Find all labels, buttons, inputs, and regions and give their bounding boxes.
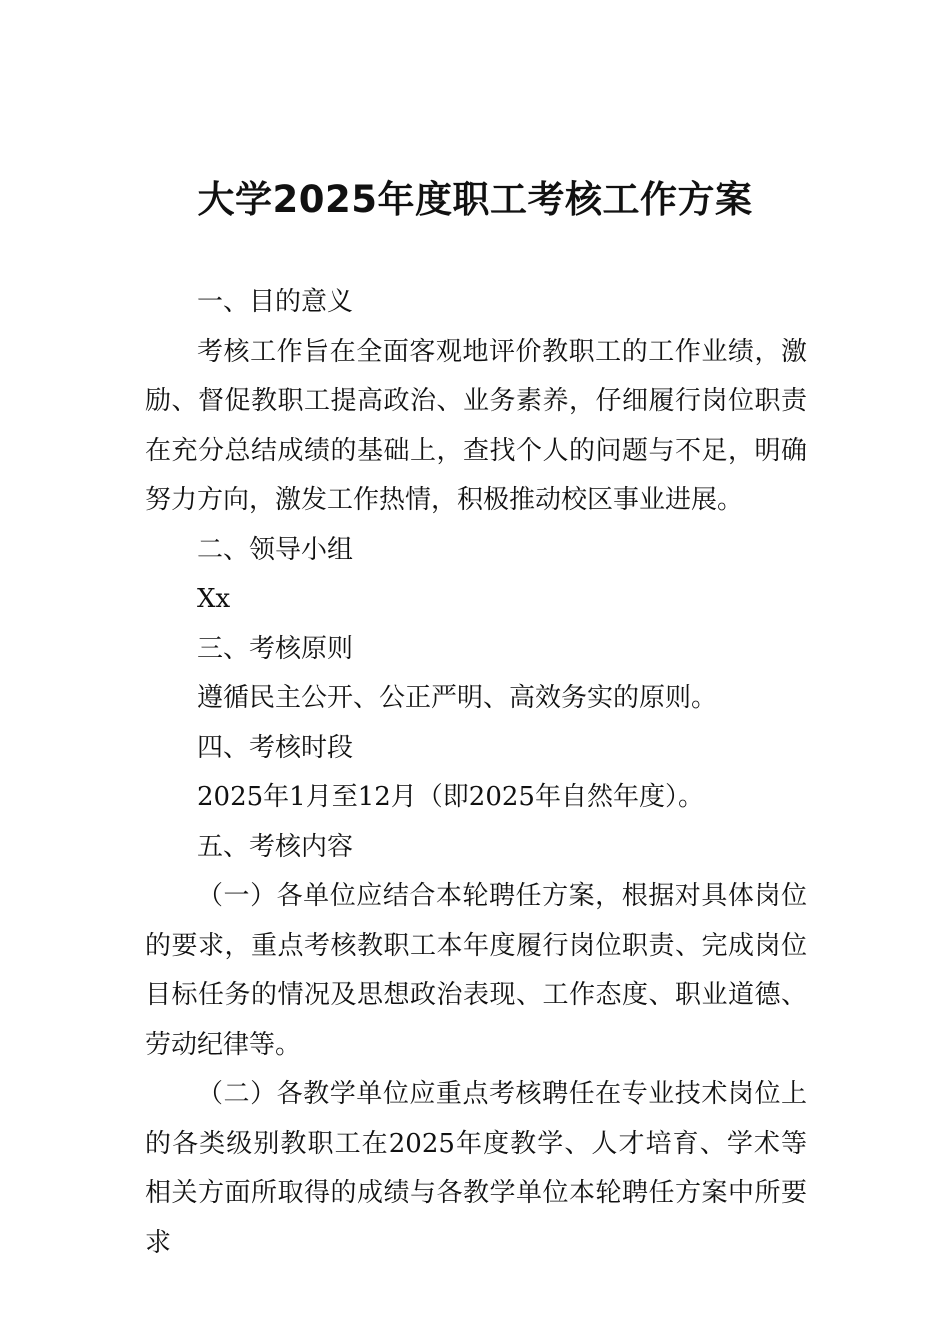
paragraph-content-2: （二）各教学单位应重点考核聘任在专业技术岗位上的各类级别教职工在2025年度教学、人才培育、学术等相关方面所取得的成绩与各教学单位本轮聘任方案中所要求	[145, 1079, 807, 1258]
section-heading-principles: 三、考核原则	[197, 633, 354, 664]
paragraph-content-1: （一）各单位应结合本轮聘任方案，根据对具体岗位的要求，重点考核教职工本年度履行岗位职责、完成岗位目标任务的情况及思想政治表现、工作态度、职业道德、劳动纪律等。	[145, 881, 807, 1060]
paragraph-principles: 遵循民主公开、公正严明、高效务实的原则。	[197, 683, 718, 713]
section-heading-leadership: 二、领导小组	[197, 534, 354, 565]
paragraph-purpose: 考核工作旨在全面客观地评价教职工的工作业绩，激励、督促教职工提高政治、业务素养，仔细履行岗位职责在充分总结成绩的基础上，查找个人的问题与不足，明确努力方向，激发工作热情，积极推动校区事业进展。	[145, 336, 807, 515]
document-body	[145, 278, 807, 1268]
paragraph-leadership: Xx	[197, 584, 231, 614]
section-heading-content: 五、考核内容	[197, 831, 354, 862]
paragraph-period: 2025年1月至12月（即2025年自然年度）。	[197, 782, 704, 812]
section-heading-period: 四、考核时段	[197, 732, 354, 763]
document-title: 大学2025年度职工考核工作方案	[197, 178, 753, 221]
section-heading-purpose: 一、目的意义	[197, 287, 354, 317]
